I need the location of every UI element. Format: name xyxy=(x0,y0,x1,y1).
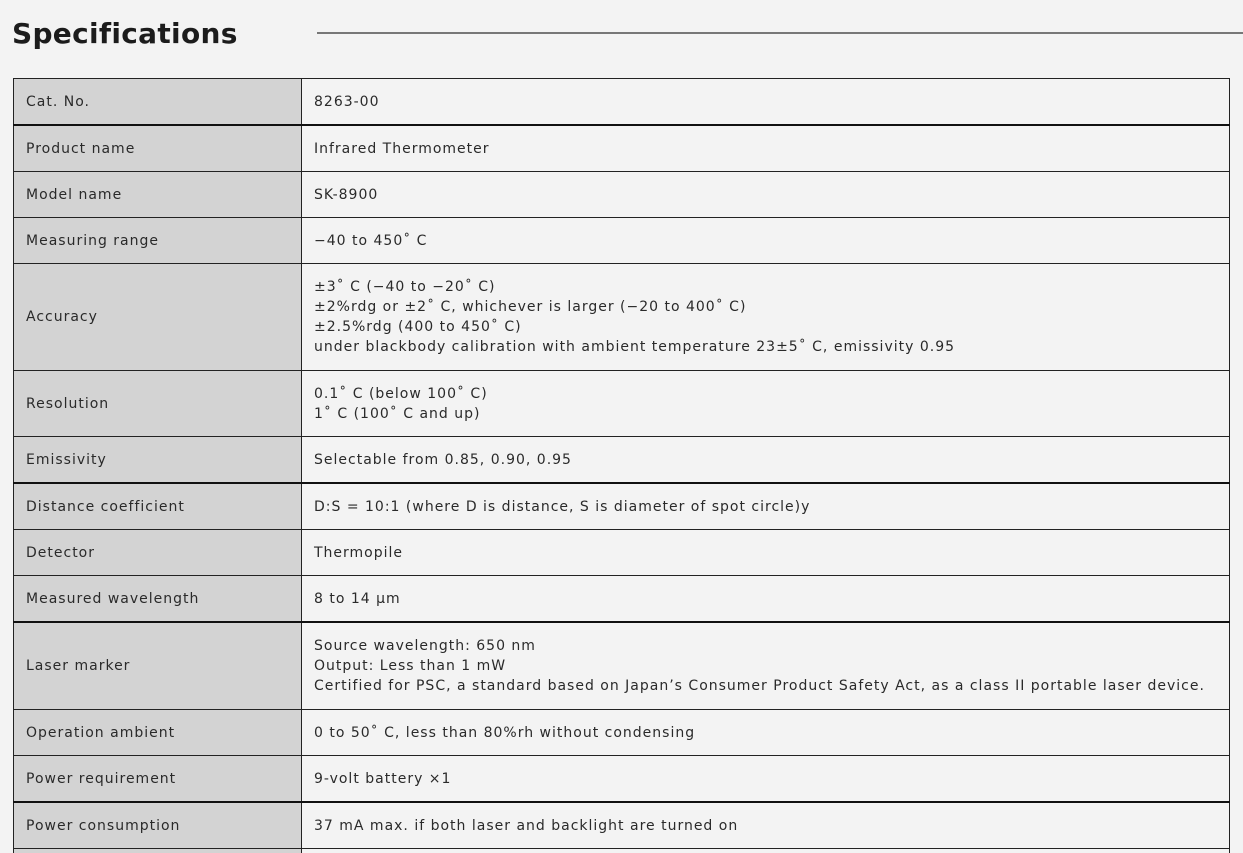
spec-label: Operation ambient xyxy=(14,710,302,756)
spec-value-line: under blackbody calibration with ambient temperature 23±5˚ C, emissivity 0.95 xyxy=(314,339,956,355)
spec-label: Measured wavelength xyxy=(14,576,302,623)
spec-value-line: Output: Less than 1 mW xyxy=(314,658,507,674)
spec-label: Power consumption xyxy=(14,802,302,849)
title-divider xyxy=(317,32,1243,34)
spec-row-operation-ambient xyxy=(14,710,1230,756)
spec-label: Cat. No. xyxy=(14,79,302,126)
spec-label: Distance coefficient xyxy=(14,483,302,530)
spec-row-model-name xyxy=(14,172,1230,218)
spec-row-partial xyxy=(14,849,1230,853)
spec-label xyxy=(14,849,302,853)
spec-value: 9-volt battery ×1 xyxy=(302,756,1230,803)
spec-value: −40 to 450˚ C xyxy=(302,218,1230,264)
spec-row-laser-marker xyxy=(14,622,1230,710)
spec-value: Selectable from 0.85, 0.90, 0.95 xyxy=(302,437,1230,484)
spec-value: 8 to 14 μm xyxy=(302,576,1230,623)
spec-label: Detector xyxy=(14,530,302,576)
spec-label: Laser marker xyxy=(14,622,302,710)
specifications-table xyxy=(13,78,1230,853)
spec-value: SK-8900 xyxy=(302,172,1230,218)
spec-label: Measuring range xyxy=(14,218,302,264)
spec-value: D:S = 10:1 (where D is distance, S is diameter of spot circle)y xyxy=(302,483,1230,530)
spec-value-multiline xyxy=(302,371,1230,437)
spec-value-line: 0.1˚ C (below 100˚ C) xyxy=(314,385,488,402)
spec-value: Thermopile xyxy=(302,530,1230,576)
spec-label: Emissivity xyxy=(14,437,302,484)
spec-value: 37 mA max. if both laser and backlight are turned on xyxy=(302,802,1230,849)
spec-row-power-consumption xyxy=(14,802,1230,849)
spec-row-product-name xyxy=(14,125,1230,172)
spec-value-line: 1˚ C (100˚ C and up) xyxy=(314,405,481,422)
section-title: Specifications xyxy=(12,17,238,50)
spec-label: Model name xyxy=(14,172,302,218)
spec-row-power-requirement xyxy=(14,756,1230,803)
spec-row-cat-no xyxy=(14,79,1230,126)
spec-row-resolution xyxy=(14,371,1230,437)
spec-label: Resolution xyxy=(14,371,302,437)
spec-value-line: ±2%rdg or ±2˚ C, whichever is larger (−20 to 400˚ C) xyxy=(314,299,747,315)
spec-value-line: Source wavelength: 650 nm xyxy=(314,638,536,654)
spec-value: Infrared Thermometer xyxy=(302,125,1230,172)
spec-row-emissivity xyxy=(14,437,1230,484)
spec-value: 0 to 50˚ C, less than 80%rh without condensing xyxy=(302,710,1230,756)
spec-label: Power requirement xyxy=(14,756,302,803)
spec-row-distance-coefficient xyxy=(14,483,1230,530)
spec-value-multiline xyxy=(302,264,1230,371)
spec-label: Product name xyxy=(14,125,302,172)
spec-value-line: Certified for PSC, a standard based on Japan’s Consumer Product Safety Act, as a class II portable laser device. xyxy=(314,678,1205,694)
spec-row-measured-wavelength xyxy=(14,576,1230,623)
spec-row-detector xyxy=(14,530,1230,576)
spec-value xyxy=(302,849,1230,853)
spec-value-line: ±3˚ C (−40 to −20˚ C) xyxy=(314,279,496,295)
spec-row-accuracy xyxy=(14,264,1230,371)
section-header xyxy=(12,14,1243,54)
spec-value: 8263-00 xyxy=(302,79,1230,126)
spec-value-multiline xyxy=(302,622,1230,710)
spec-label: Accuracy xyxy=(14,264,302,371)
spec-value-line: ±2.5%rdg (400 to 450˚ C) xyxy=(314,319,522,335)
spec-row-measuring-range xyxy=(14,218,1230,264)
